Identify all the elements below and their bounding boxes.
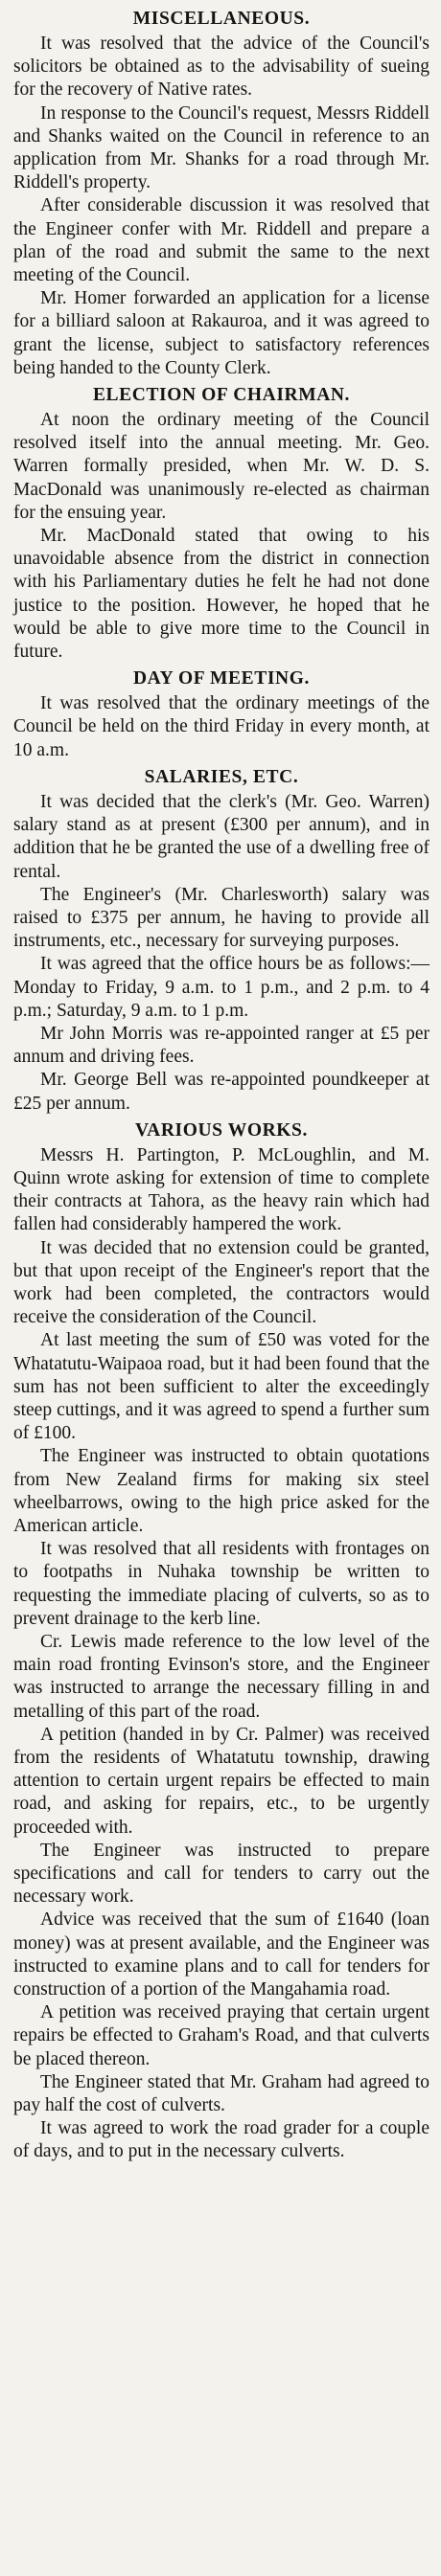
paragraph: Mr. MacDonald stated that owing to his unavoidable absence from the district in connection with his Parliamentary duties he felt he had not done justice to the position. However, he hoped that he would be able to give more time to the Council in future.	[13, 526, 429, 663]
section-heading: DAY OF MEETING.	[133, 668, 310, 689]
paragraph: The Engineer stated that Mr. Graham had agreed to pay half the cost of culverts.	[13, 2071, 429, 2116]
section-miscellaneous	[13, 8, 429, 380]
paragraph: Cr. Lewis made reference to the low level of the main road fronting Evinson's store, and the Engineer was instructed to arrange the necessary filling in and metalling of this part of the road.	[13, 1632, 429, 1722]
paragraph: Advice was received that the sum of £1640 (loan money) was at present available, and the Engineer was instructed to examine plans and to call for tenders for construction of a portion of the Mangahamia road.	[13, 1909, 429, 2000]
paragraph: At noon the ordinary meeting of the Council resolved itself into the annual meeting. Mr. Geo. Warren formally presided, when Mr. W. D. S. MacDonald was unanimously re-elected as chairman for the ensuing year.	[13, 410, 429, 523]
paragraph: It was resolved that all residents with frontages on to footpaths in Nuhaka township be written to requesting the immediate placing of culverts, so as to prevent drainage to the kerb line.	[13, 1539, 429, 1629]
section-heading: ELECTION OF CHAIRMAN.	[92, 385, 351, 406]
paragraph: Mr John Morris was re-appointed ranger at £5 per annum and driving fees.	[13, 1023, 429, 1068]
paragraph: It was decided that the clerk's (Mr. Geo. Warren) salary stand as at present (£300 per annum), and in addition that he be granted the use of a dwelling free of rental.	[13, 791, 429, 882]
paragraph: The Engineer was instructed to prepare specifications and call for tenders to carry out the necessary work.	[13, 1840, 429, 1908]
paragraph: Messrs H. Partington, P. McLoughlin, and M. Quinn wrote asking for extension of time to complete their contracts at Tahora, as the heavy rain which had fallen had considerably hampered the work.	[13, 1144, 429, 1235]
paragraph: Mr. George Bell was re-appointed poundkeeper at £25 per annum.	[13, 1070, 429, 1114]
paragraph: A petition was received praying that certain urgent repairs be effected to Graham's Road, and that culverts be placed thereon.	[13, 2002, 429, 2069]
section-election-of-chairman	[13, 384, 429, 664]
paragraph: It was agreed that the office hours be as follows:—Monday to Friday, 9 a.m. to 1 p.m., and 2 p.m. to 4 p.m.; Saturday, 9 a.m. to 1 p.m.	[13, 954, 429, 1021]
paragraph: A petition (handed in by Cr. Palmer) was received from the residents of Whatatutu township, drawing attention to certain urgent repairs be effected to main road, and asking for repairs, etc., to be urgently proceeded with.	[13, 1724, 429, 1838]
paragraph: It was decided that no extension could be granted, but that upon receipt of the Engineer's report that the work had been completed, the contractors would receive the consideration of the Council.	[13, 1237, 429, 1328]
paragraph: After considerable discussion it was resolved that the Engineer confer with Mr. Riddell and prepare a plan of the road and submit the same to the next meeting of the Council.	[13, 195, 429, 286]
section-heading: SALARIES, ETC.	[144, 766, 299, 787]
paragraph: At last meeting the sum of £50 was voted for the Whatatutu-Waipaoa road, but it had been found that the sum has not been sufficient to alter the exceedingly steep cuttings, and it was agreed to spend a further sum of £100.	[13, 1330, 429, 1444]
paragraph: In response to the Council's request, Messrs Riddell and Shanks waited on the Council in reference to an application from Mr. Shanks for a road through Mr. Riddell's property.	[13, 102, 429, 193]
paragraph: It was resolved that the advice of the Council's solicitors be obtained as to the advisability of sueing for the recovery of Native rates.	[13, 34, 429, 101]
paragraph: Mr. Homer forwarded an application for a license for a billiard saloon at Rakauroa, and it was agreed to grant the license, subject to satisfactory references being handed to the County Clerk.	[13, 288, 429, 378]
section-heading: VARIOUS WORKS.	[135, 1119, 308, 1141]
section-salaries	[13, 766, 429, 1116]
paragraph: The Engineer's (Mr. Charlesworth) salary was raised to £375 per annum, he having to provide all instruments, etc., necessary for surveying purposes.	[13, 884, 429, 952]
section-heading: MISCELLANEOUS.	[132, 9, 311, 29]
section-day-of-meeting	[13, 667, 429, 762]
paragraph: It was resolved that the ordinary meetings of the Council be held on the third Friday in every month, at 10 a.m.	[13, 693, 429, 760]
paragraph: The Engineer was instructed to obtain quotations from New Zealand firms for making six steel wheelbarrows, owing to the high price asked for the American article.	[13, 1446, 429, 1536]
paragraph: It was agreed to work the road grader for a couple of days, and to put in the necessary culverts.	[13, 2118, 429, 2162]
section-various-works	[13, 1119, 429, 2164]
